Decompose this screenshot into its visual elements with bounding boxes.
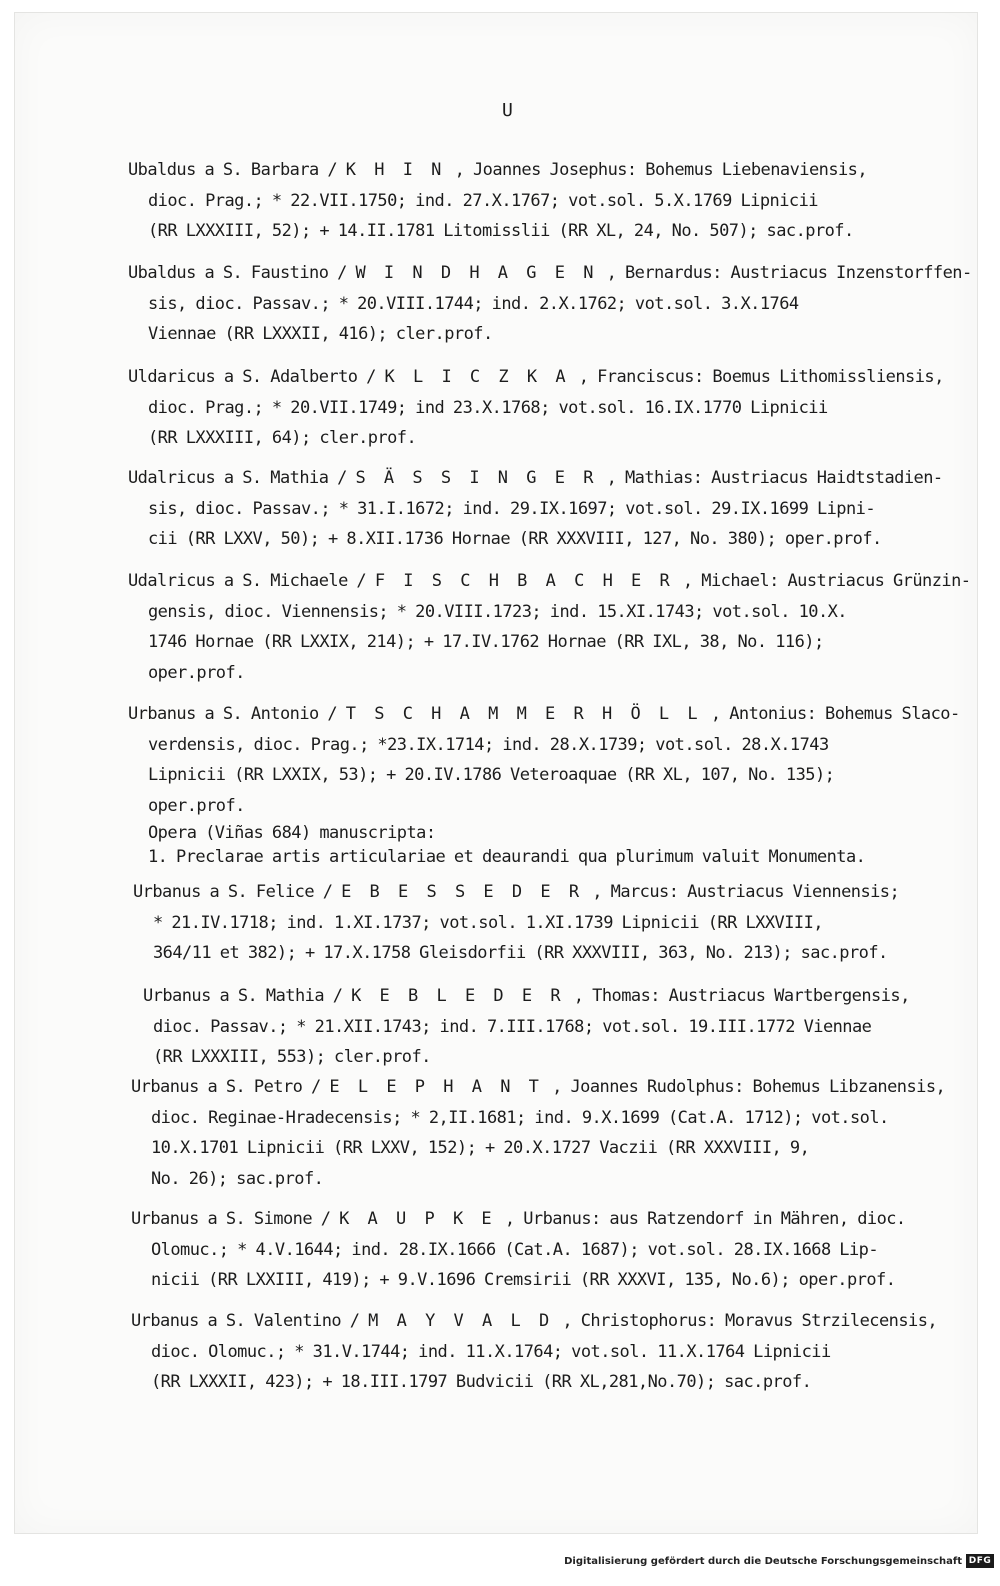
entry-heading-line: Ubaldus a S. Barbara / K H I N , Joannes Josephus: Bohemus Liebenaviensis, <box>128 160 868 180</box>
entry-line: Viennae (RR LXXXII, 416); cler.prof. <box>148 324 493 344</box>
surname: M A Y V A L D <box>368 1311 554 1331</box>
entry-line: (RR LXXXIII, 52); + 14.II.1781 Litomisslii (RR XL, 24, No. 507); sac.prof. <box>148 221 854 241</box>
entry-line: 364/11 et 382); + 17.X.1758 Gleisdorfii (RR XXXVIII, 363, No. 213); sac.prof. <box>153 943 888 963</box>
entry-line: (RR LXXXII, 423); + 18.III.1797 Budvicii (RR XL,281,No.70); sac.prof. <box>151 1372 812 1392</box>
surname: K L I C Z K A <box>384 367 571 387</box>
entry-urbanus-felice <box>133 877 963 969</box>
entry-heading-line: Urbanus a S. Antonio / T S C H A M M E R H Ö L L , Antonius: Bohemus Slaco- <box>128 704 960 724</box>
entry-heading-line: Ubaldus a S. Faustino / W I N D H A G E N , Bernardus: Austriacus Inzenstorffen- <box>128 263 972 283</box>
entry-line: (RR LXXXIII, 64); cler.prof. <box>148 428 417 448</box>
entry-line: sis, dioc. Passav.; * 31.I.1672; ind. 29.IX.1697; vot.sol. 29.IX.1699 Lipni- <box>148 498 876 519</box>
surname: W I N D H A G E N <box>355 263 598 283</box>
entry-line: dioc. Prag.; * 22.VII.1750; ind. 27.X.1767; vot.sol. 5.X.1769 Lipnicii <box>148 190 818 211</box>
entry-line: oper.prof. <box>148 662 245 683</box>
entry-line: cii (RR LXXV, 50); + 8.XII.1736 Hornae (RR XXXVIII, 127, No. 380); oper.prof. <box>148 529 882 549</box>
entry-line: gensis, dioc. Viennensis; * 20.VIII.1723; ind. 15.XI.1743; vot.sol. 10.X. <box>148 601 847 622</box>
entry-line: dioc. Olomuc.; * 31.V.1744; ind. 11.X.1764; vot.sol. 11.X.1764 Lipnicii <box>151 1341 831 1362</box>
surname: F I S C H B A C H E R <box>374 571 675 591</box>
entry-line: sis, dioc. Passav.; * 20.VIII.1744; ind. 2.X.1762; vot.sol. 3.X.1764 <box>148 293 799 314</box>
entry-urbanus-petro <box>131 1072 961 1194</box>
surname: S Ä S S I N G E R <box>355 468 598 488</box>
entry-line: oper.prof. <box>148 795 245 816</box>
entry-line: Lipnicii (RR LXXIX, 53); + 20.IV.1786 Veteroaquae (RR XL, 107, No. 135); <box>148 765 835 785</box>
credit-text: Digitalisierung gefördert durch die Deutsche Forschungsgemeinschaft <box>564 1555 962 1567</box>
surname: K H I N <box>345 160 446 180</box>
entry-urbanus-mathia <box>143 981 973 1073</box>
entry-heading-line: Urbanus a S. Petro / E L E P H A N T , Joannes Rudolphus: Bohemus Libzanensis, <box>131 1077 946 1097</box>
entry-ubaldus-barbara <box>128 155 958 247</box>
surname: E L E P H A N T <box>329 1077 544 1097</box>
entry-line: (RR LXXXIII, 553); cler.prof. <box>153 1047 431 1067</box>
entry-urbanus-simone <box>131 1204 961 1296</box>
entry-udalricus-mathia <box>128 463 958 555</box>
entry-line: 1746 Hornae (RR LXXIX, 214); + 17.IV.1762 Hornae (RR IXL, 38, No. 116); <box>148 632 824 652</box>
entry-uldaricus-adalberto <box>128 362 958 454</box>
entry-ubaldus-faustino <box>128 258 972 350</box>
entry-urbanus-antonio <box>128 699 958 869</box>
opera-heading: Opera (Viñas 684) manuscripta: <box>148 823 436 843</box>
entry-heading-line: Udalricus a S. Mathia / S Ä S S I N G E R , Mathias: Austriacus Haidtstadien- <box>128 468 943 488</box>
entry-heading-line: Udalricus a S. Michaele / F I S C H B A C H E R , Michael: Austriacus Grünzin- <box>128 571 971 591</box>
entry-line: nicii (RR LXXIII, 419); + 9.V.1696 Cremsirii (RR XXXVI, 135, No.6); oper.prof. <box>151 1270 896 1290</box>
entry-line: 10.X.1701 Lipnicii (RR LXXV, 152); + 20.X.1727 Vaczii (RR XXXVIII, 9, <box>151 1138 810 1158</box>
entry-line: Olomuc.; * 4.V.1644; ind. 28.IX.1666 (Cat.A. 1687); vot.sol. 28.IX.1668 Lip- <box>151 1239 879 1260</box>
entry-heading-line: Urbanus a S. Simone / K A U P K E , Urbanus: aus Ratzendorf in Mähren, dioc. <box>131 1209 906 1229</box>
entry-heading-line: Urbanus a S. Mathia / K E B L E D E R , Thomas: Austriacus Wartbergensis, <box>143 986 910 1006</box>
entry-line: dioc. Prag.; * 20.VII.1749; ind 23.X.1768; vot.sol. 16.IX.1770 Lipnicii <box>148 397 828 418</box>
entry-line: * 21.IV.1718; ind. 1.XI.1737; vot.sol. 1.XI.1739 Lipnicii (RR LXXVIII, <box>153 912 823 933</box>
entry-heading-line: Urbanus a S. Valentino / M A Y V A L D , Christophorus: Moravus Strzilecensis, <box>131 1311 938 1331</box>
entry-udalricus-michaele <box>128 566 971 688</box>
surname: K E B L E D E R <box>351 986 566 1006</box>
entry-line: dioc. Reginae-Hradecensis; * 2,II.1681; ind. 9.X.1699 (Cat.A. 1712); vot.sol. <box>151 1107 889 1128</box>
entry-line: No. 26); sac.prof. <box>151 1168 324 1189</box>
section-letter: U <box>502 100 513 121</box>
entry-heading-line: Urbanus a S. Felice / E B E S S E D E R , Marcus: Austriacus Viennensis; <box>133 882 900 902</box>
surname: E B E S S E D E R <box>341 882 584 902</box>
dfg-logo: DFG <box>966 1554 994 1568</box>
digitization-credit <box>564 1554 994 1568</box>
surname: T S C H A M M E R H Ö L L <box>345 704 703 724</box>
opera-item: 1. Preclarae artis articulariae et deaurandi qua plurimum valuit Monumenta. <box>148 847 866 867</box>
entry-line: dioc. Passav.; * 21.XII.1743; ind. 7.III.1768; vot.sol. 19.III.1772 Viennae <box>153 1016 872 1037</box>
entry-urbanus-valentino <box>131 1306 961 1398</box>
entry-line: verdensis, dioc. Prag.; *23.IX.1714; ind. 28.X.1739; vot.sol. 28.X.1743 <box>148 734 829 755</box>
surname: K A U P K E <box>339 1209 497 1229</box>
entry-heading-line: Uldaricus a S. Adalberto / K L I C Z K A , Franciscus: Boemus Lithomissliensis, <box>128 367 944 387</box>
